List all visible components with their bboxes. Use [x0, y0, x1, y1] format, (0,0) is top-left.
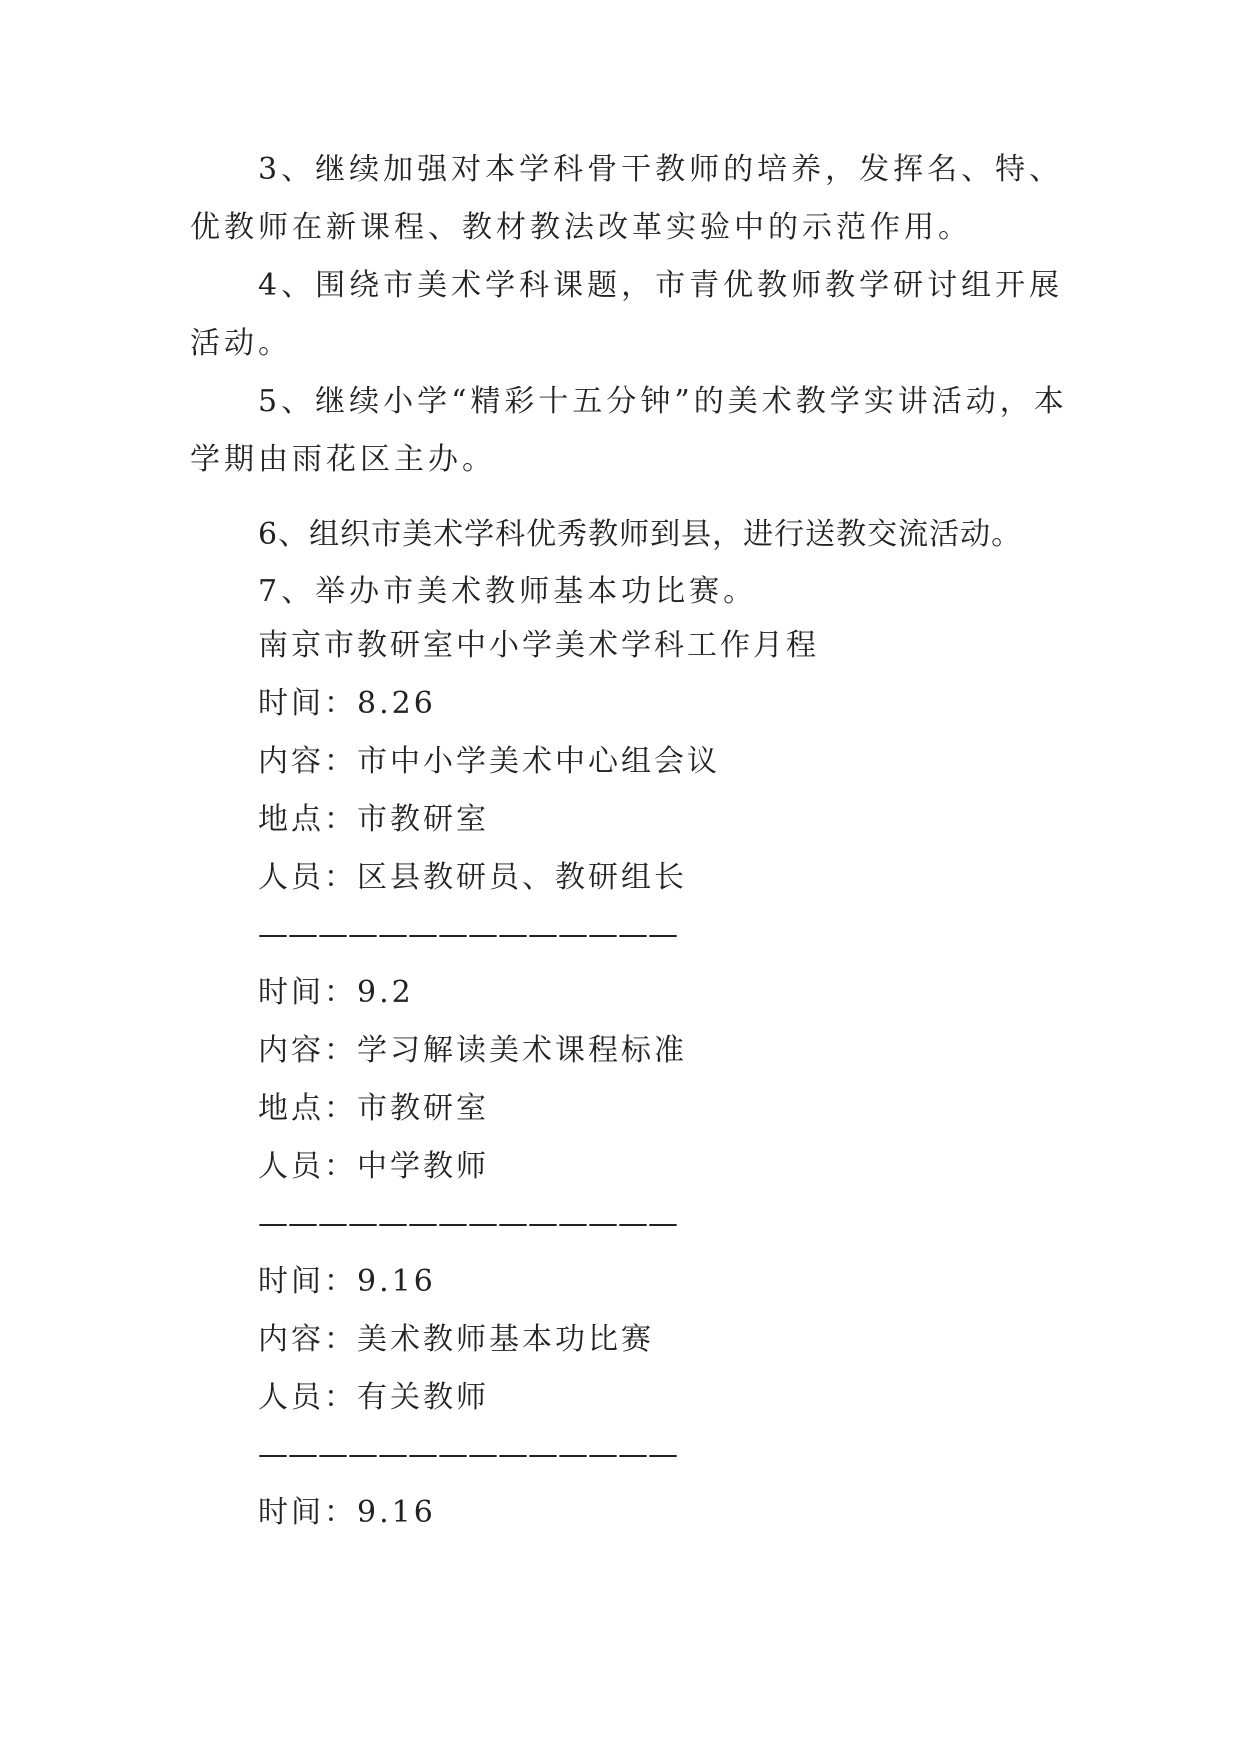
entry-2-time: 时间：9.2 [258, 975, 414, 1010]
entry-2-content: 内容：学习解读美术课程标准 [258, 1033, 687, 1068]
entry-2-people: 人员：中学教师 [258, 1149, 489, 1184]
entry-2-place: 地点：市教研室 [258, 1091, 489, 1126]
paragraph-item-6: 6、组织市美术学科优秀教师到县，进行送教交流活动。 [258, 517, 1023, 552]
separator-1: —————————————— [258, 917, 678, 952]
entry-3-time: 时间：9.16 [258, 1264, 436, 1299]
entry-1-content: 内容：市中小学美术中心组会议 [258, 744, 720, 779]
entry-1-time: 时间：8.26 [258, 686, 436, 721]
schedule-title: 南京市教研室中小学美术学科工作月程 [258, 628, 819, 663]
paragraph-item-7: 7、举办市美术教师基本功比赛。 [258, 574, 758, 609]
paragraph-item-5: 5、继续小学“精彩十五分钟”的美术教学实讲活动，本学期由雨花区主办。 [190, 384, 1068, 477]
separator-3: —————————————— [258, 1437, 678, 1472]
entry-4-time: 时间：9.16 [258, 1495, 436, 1530]
entry-1-place: 地点：市教研室 [258, 802, 489, 837]
entry-3-content: 内容：美术教师基本功比赛 [258, 1322, 654, 1357]
entry-1-people: 人员：区县教研员、教研组长 [258, 860, 687, 895]
entry-3-people: 人员：有关教师 [258, 1380, 489, 1415]
paragraph-item-3: 3、继续加强对本学科骨干教师的培养，发挥名、特、优教师在新课程、教材教法改革实验中的示范作用。 [190, 152, 1064, 245]
paragraph-item-4: 4、围绕市美术学科课题，市青优教师教学研讨组开展活动。 [190, 268, 1064, 361]
separator-2: —————————————— [258, 1206, 678, 1241]
